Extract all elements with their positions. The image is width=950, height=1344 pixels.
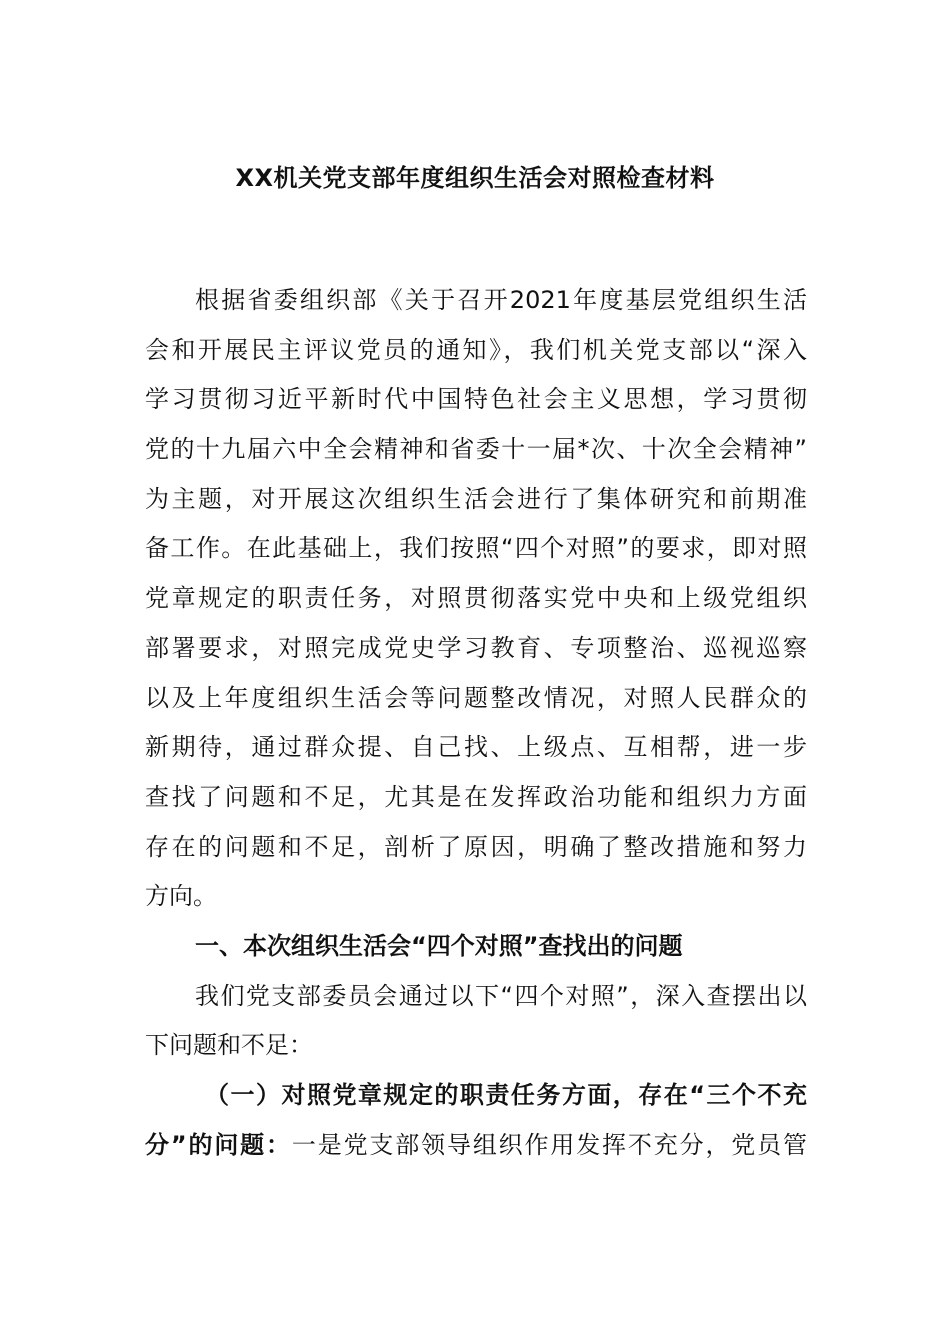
document-body [145,276,807,1170]
paragraph-line: 部署要求，对照完成党史学习教育、专项整治、巡视巡察 [145,633,807,662]
paragraph-line: 党章规定的职责任务，对照贯彻落实党中央和上级党组织 [145,584,807,613]
section-heading: 一、本次组织生活会“四个对照”查找出的问题 [195,931,683,960]
paragraph-line: 存在的问题和不足，剖析了原因，明确了整改措施和努力 [145,832,807,861]
paragraph-line: 根据省委组织部《关于召开2021年度基层党组织生活 [195,286,807,314]
paragraph-line: 查找了问题和不足，尤其是在发挥政治功能和组织力方面 [145,782,807,811]
document-title: XX机关党支部年度组织生活会对照检查材料 [235,164,715,192]
paragraph-line: 备工作。在此基础上，我们按照“四个对照”的要求，即对照 [145,534,807,563]
subsection-text: 一是党支部领导组织作用发挥不充分，党员管 [291,1130,807,1159]
paragraph-line: 为主题，对开展这次组织生活会进行了集体研究和前期准 [145,484,807,513]
paragraph-line: 新期待，通过群众提、自己找、上级点、互相帮，进一步 [145,733,807,762]
paragraph-line: 会和开展民主评议党员的通知》，我们机关党支部以“深入 [145,335,807,364]
paragraph-line: 学习贯彻习近平新时代中国特色社会主义思想，学习贯彻 [145,385,807,414]
paragraph-line: 下问题和不足： [145,1031,313,1060]
subsection-heading: （一）对照党章规定的职责任务方面，存在“三个不充 [205,1081,807,1109]
paragraph-line: 方向。 [145,882,217,911]
paragraph-line: 党的十九届六中全会精神和省委十一届*次、十次全会精神” [145,435,807,464]
subsection-line [145,1121,807,1171]
subsection-heading-tail: 分”的问题： [145,1130,292,1159]
paragraph-line: 以及上年度组织生活会等问题整改情况，对照人民群众的 [145,683,807,712]
paragraph-line: 我们党支部委员会通过以下“四个对照”，深入查摆出以 [195,981,807,1010]
